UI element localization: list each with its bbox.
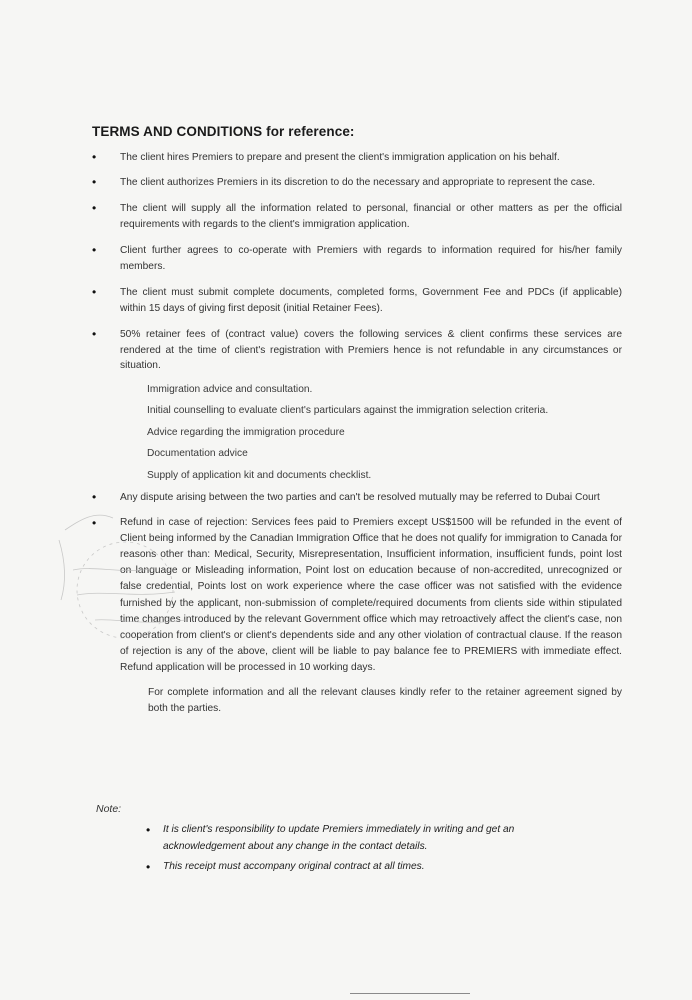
terms-item-text: The client must submit complete documents, completed forms, Government Fee and PDCs (if applicable) within 15 days of giving first deposit (initial Retainer Fees).: [120, 287, 622, 314]
footer-rule: [350, 993, 470, 994]
service-item: Immigration advice and consultation.: [147, 383, 313, 395]
terms-item-cooperate: [92, 243, 622, 274]
bullet-icon: •: [92, 515, 97, 530]
note-item: [146, 859, 566, 876]
note-text: This receipt must accompany original contract at all times.: [163, 861, 425, 872]
terms-item-text: 50% retainer fees of (contract value) covers the following services & client confirms these services are rendered at the time of client's registration with Premiers hence is not refundable in any circumstances or situation.: [120, 329, 622, 371]
service-item: Documentation advice: [147, 448, 248, 459]
notes-list: [146, 822, 566, 876]
terms-item-refund: [92, 515, 622, 717]
terms-item-authorize: [92, 175, 622, 191]
bullet-icon: •: [92, 174, 97, 189]
terms-item-text: The client authorizes Premiers in its discretion to do the necessary and appropriate to represent the case.: [120, 176, 596, 188]
terms-item-retainer-fees: [92, 327, 622, 486]
terms-item-submit-documents: [92, 285, 622, 316]
bullet-icon: •: [92, 285, 97, 299]
terms-item-text: The client hires Premiers to prepare and present the client's immigration application on his behalf.: [120, 152, 560, 163]
service-item: Advice regarding the immigration procedure: [147, 426, 345, 438]
service-item: Supply of application kit and documents checklist.: [147, 469, 372, 481]
bullet-icon: •: [146, 823, 151, 837]
bullet-icon: •: [92, 150, 97, 164]
bullet-icon: •: [92, 243, 97, 257]
terms-heading: TERMS AND CONDITIONS for reference:: [92, 124, 355, 139]
note-text: It is client's responsibility to update Premiers immediately in writing and get an acknowledgement about any change in the contact details.: [163, 824, 515, 852]
terms-item-text: Refund in case of rejection: Services fees paid to Premiers except US$1500 will be refunded in the event of Client being informed by the Canadian Immigration Office that he does not qualify for immigration to Canada for reasons other than: Medical, Security, Misrepresentation, Insufficient information, insufficient funds, point lost on language or Misleading information, Point lost on education because of non-accredited, unrecognized or false credential, Points lost on work experience where the case officer was not satisfied with the evidence furnished by the applicant, non-submission of complete/required documents from clients side within stipulated time changes introduced by the relevant Government office which may retroactively affect the client's case, non cooperation from client's or client's dependents side and any other violation of contractual clause. If the reason of rejection is any of the above, client will be liable to pay balance fee to PREMIERS with immediate effect. Refund application will be processed in 10 working days.: [120, 516, 622, 674]
service-item: Initial counselling to evaluate client's particulars against the immigration selection criteria.: [147, 405, 549, 416]
terms-item-text: Client further agrees to co-operate with Premiers with regards to information required for his/her family members.: [120, 245, 622, 272]
terms-item-dispute: [92, 490, 622, 506]
bullet-icon: •: [92, 201, 97, 215]
terms-item-text: The client will supply all the information related to personal, financial or other matters as per the official requirements with regards to the client's immigration application.: [120, 203, 622, 230]
bullet-icon: •: [92, 327, 97, 341]
note-item: [146, 822, 566, 855]
terms-item-supply-info: [92, 201, 622, 232]
terms-item-hire: [92, 150, 622, 166]
closing-paragraph: For complete information and all the relevant clauses kindly refer to the retainer agreement signed by both the parties.: [148, 686, 622, 714]
services-list: [147, 379, 622, 487]
note-label: Note:: [96, 803, 122, 815]
terms-item-text: Any dispute arising between the two parties and can't be resolved mutually may be referred to Dubai Court: [120, 492, 600, 503]
bullet-icon: •: [146, 860, 151, 874]
terms-list: [92, 150, 622, 717]
bullet-icon: •: [92, 490, 97, 504]
